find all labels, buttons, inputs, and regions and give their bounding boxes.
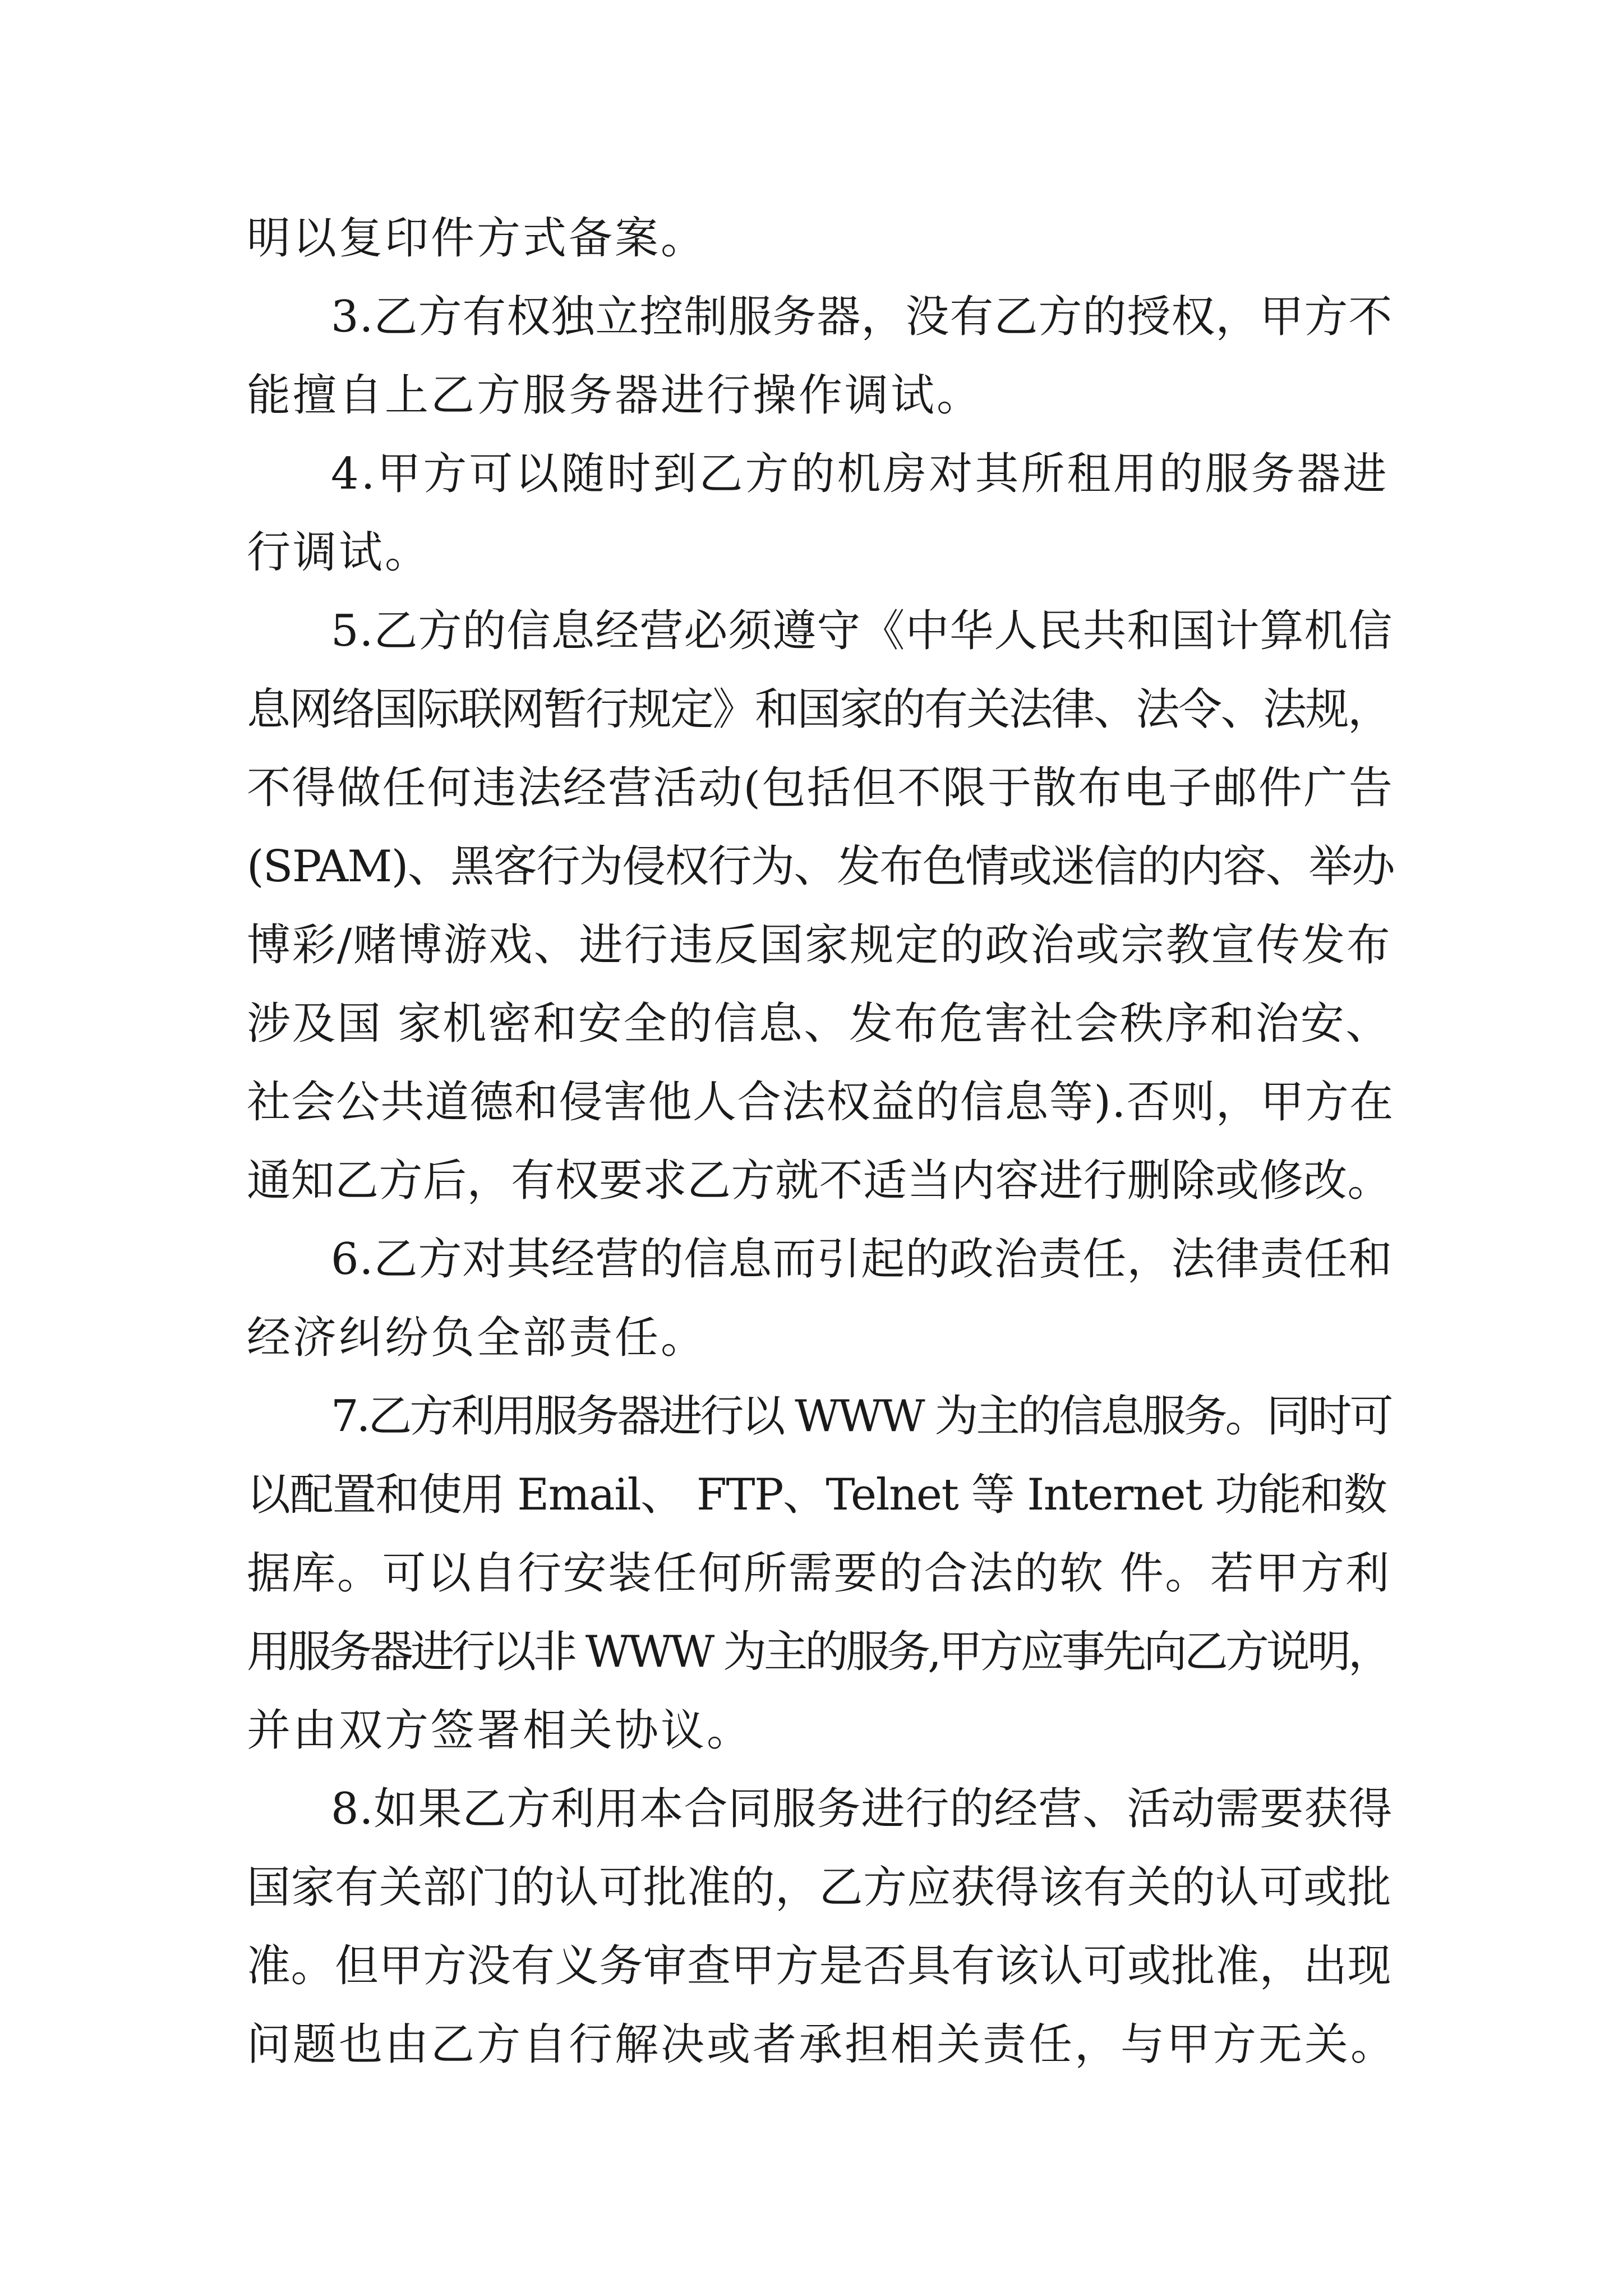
text-line: 5.乙方的信息经营必须遵守《中华人民共和国计算机信 (331, 606, 1393, 656)
document-body (247, 199, 1396, 2084)
text-line: 用服务器进行以非 WWW 为主的服务,甲方应事先向乙方说明， (247, 1627, 1389, 1677)
text-line: 涉及国 家机密和安全的信息、发布危害社会秩序和治安、 (247, 999, 1391, 1049)
text-line: 行调试。 (247, 527, 431, 578)
text-line: 能擅自上乙方服务器进行操作调试。 (247, 370, 983, 421)
text-line: 息网络国际联网暂行规定》和国家的有关法律、法令、法规， (247, 684, 1390, 735)
text-line: 并由双方签署相关协议。 (247, 1705, 753, 1756)
text-line: 据库。可以自行安装任何所需要的合法的软 件。若甲方利 (247, 1548, 1391, 1599)
text-line: 以配置和使用 Email、 FTP、Telnet 等 Internet 功能和数 (247, 1470, 1387, 1520)
text-line: 社会公共道德和侵害他人合法权益的信息等).否则，甲方在 (247, 1077, 1394, 1128)
text-line: 6.乙方对其经营的信息而引起的政治责任，法律责任和 (331, 1234, 1393, 1285)
text-line: 通知乙方后，有权要求乙方就不适当内容进行删除或修改。 (247, 1156, 1392, 1206)
text-line: 不得做任何违法经营活动(包括但不限于散布电子邮件广告 (247, 763, 1394, 813)
text-line: 问题也由乙方自行解决或者承担相关责任，与甲方无关。 (247, 2019, 1397, 2070)
text-line: 博彩/赌博游戏、进行违反国家规定的政治或宗教宣传发布 (247, 920, 1392, 970)
text-line: 国家有关部门的认可批准的，乙方应获得该有关的认可或批 (247, 1862, 1392, 1913)
text-line: 7.乙方利用服务器进行以 WWW 为主的信息服务。同时可 (331, 1391, 1391, 1442)
text-line: 明以复印件方式备案。 (247, 213, 707, 264)
text-line: 4.甲方可以随时到乙方的机房对其所租用的服务器进 (331, 449, 1389, 499)
text-line: 8.如果乙方利用本合同服务进行的经营、活动需要获得 (331, 1784, 1393, 1834)
text-line: 准。但甲方没有义务审查甲方是否具有该认可或批准，出现 (247, 1941, 1392, 1991)
text-line: 经济纠纷负全部责任。 (247, 1313, 707, 1363)
text-line: (SPAM)、黑客行为侵权行为、发布色情或迷信的内容、举办 (247, 841, 1395, 892)
text-line: 3.乙方有权独立控制服务器，没有乙方的授权，甲方不 (331, 292, 1393, 342)
